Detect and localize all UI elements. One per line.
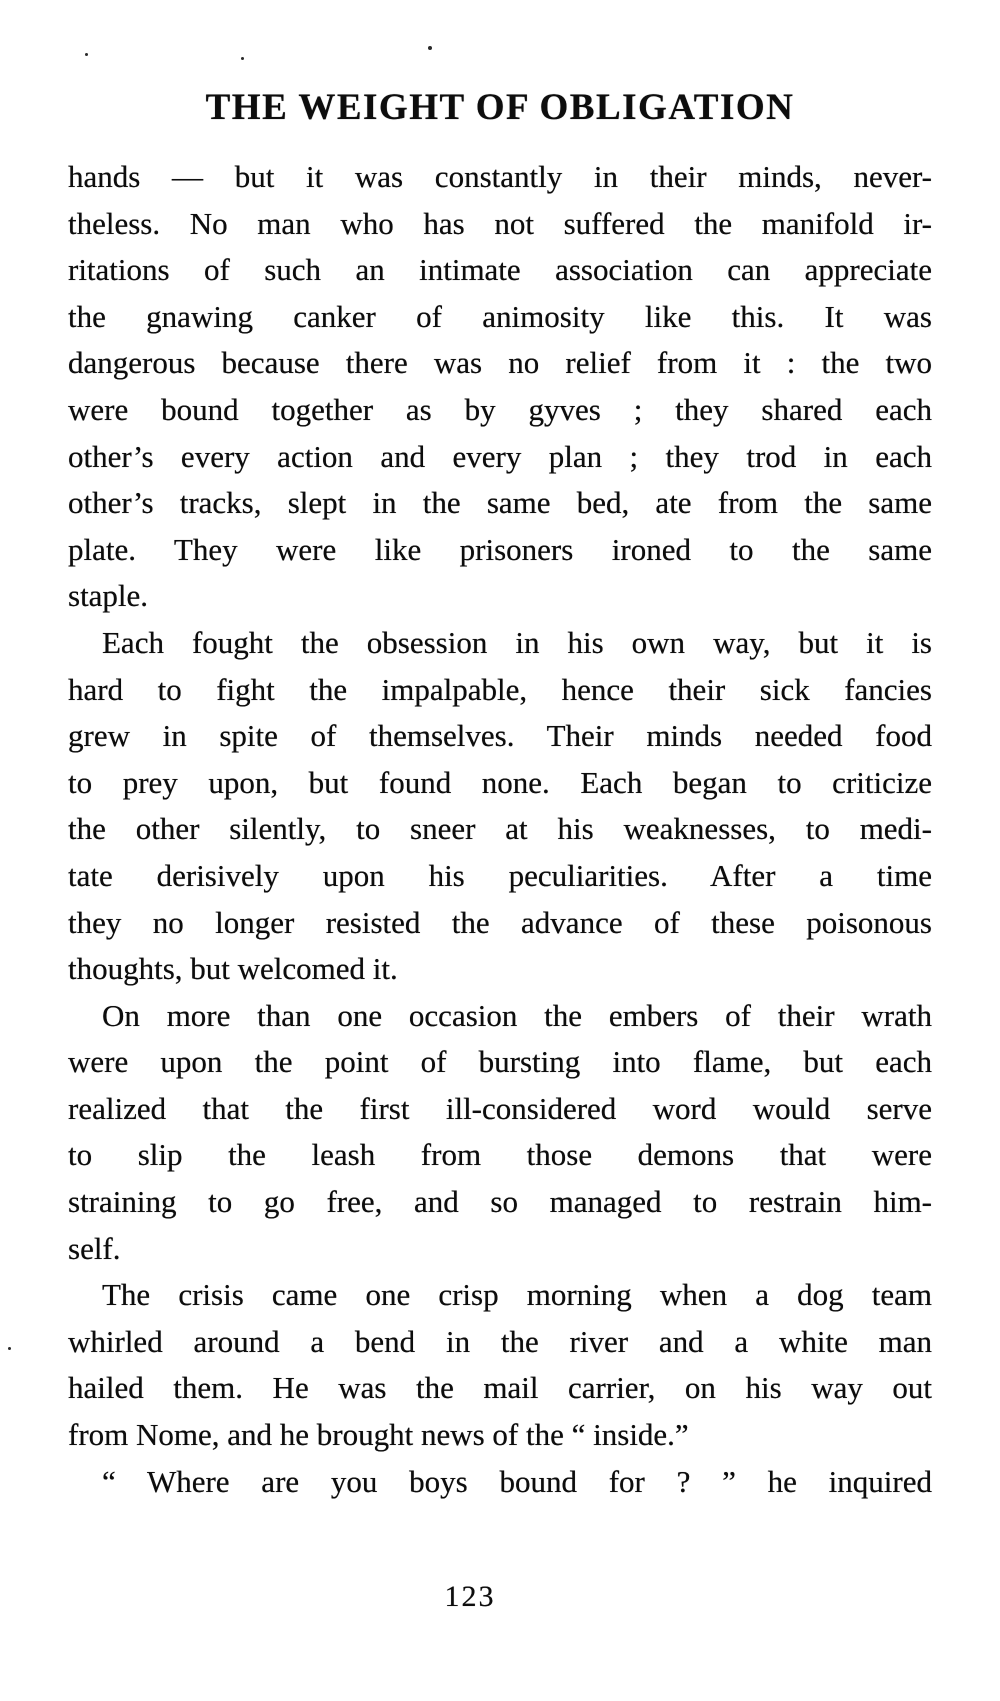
text-line: hands — but it was constantly in their minds, never-	[68, 159, 932, 194]
text-line: tate derisively upon his peculiarities. After a time	[68, 857, 932, 893]
text-line: “ Where are you boys bound for ? ” he inquired	[102, 1463, 932, 1499]
paragraph	[68, 620, 932, 993]
text-line: self.	[68, 1230, 121, 1266]
text-line: ritations of such an intimate association can appreciate	[68, 252, 932, 288]
text-line: dangerous because there was no relief from it : the two	[68, 345, 932, 381]
text-line: grew in spite of themselves. Their minds needed food	[68, 718, 932, 754]
text-line: whirled around a bend in the river and a white man	[68, 1323, 932, 1359]
text-line: were bound together as by gyves ; they shared each	[68, 391, 932, 427]
text-line: they no longer resisted the advance of these poisonous	[68, 904, 932, 940]
text-line: On more than one occasion the embers of their wrath	[102, 997, 932, 1033]
text-line: the other silently, to sneer at his weaknesses, to medi-	[68, 811, 932, 847]
text-line: straining to go free, and so managed to restrain him-	[68, 1184, 932, 1220]
text-line: hailed them. He was the mail carrier, on his way out	[68, 1370, 932, 1406]
text-line: thoughts, but welcomed it.	[68, 951, 398, 987]
page-number: 123	[444, 1580, 496, 1613]
scan-speck	[85, 53, 88, 56]
text-line: theless. No man who has not suffered the manifold ir-	[68, 205, 932, 241]
page-title: THE WEIGHT OF OBLIGATION	[205, 87, 795, 128]
text-line: Each fought the obsession in his own way, but it is	[102, 624, 932, 660]
paragraph	[68, 1272, 932, 1458]
text-line: other’s tracks, slept in the same bed, ate from the same	[68, 485, 932, 521]
paragraph	[68, 993, 932, 1273]
text-line: plate. They were like prisoners ironed to the same	[68, 531, 932, 567]
text-line: The crisis came one crisp morning when a dog team	[102, 1277, 932, 1313]
text-line: other’s every action and every plan ; they trod in each	[68, 438, 932, 474]
scan-speck	[428, 46, 432, 50]
body-text	[68, 154, 932, 1505]
text-line: to slip the leash from those demons that were	[68, 1137, 932, 1173]
paragraph	[68, 154, 932, 620]
text-line: hard to fight the impalpable, hence their sick fancies	[68, 671, 932, 707]
paragraph	[68, 1459, 932, 1506]
text-line: staple.	[68, 578, 149, 614]
text-line: the gnawing canker of animosity like this. It was	[68, 298, 932, 334]
text-line: to prey upon, but found none. Each began to criticize	[68, 764, 932, 800]
scan-speck	[8, 1347, 11, 1350]
text-line: from Nome, and he brought news of the “ inside.”	[68, 1417, 689, 1453]
text-line: realized that the first ill-considered word would serve	[68, 1090, 932, 1126]
text-line: were upon the point of bursting into flame, but each	[68, 1044, 932, 1080]
scan-speck	[241, 57, 244, 60]
